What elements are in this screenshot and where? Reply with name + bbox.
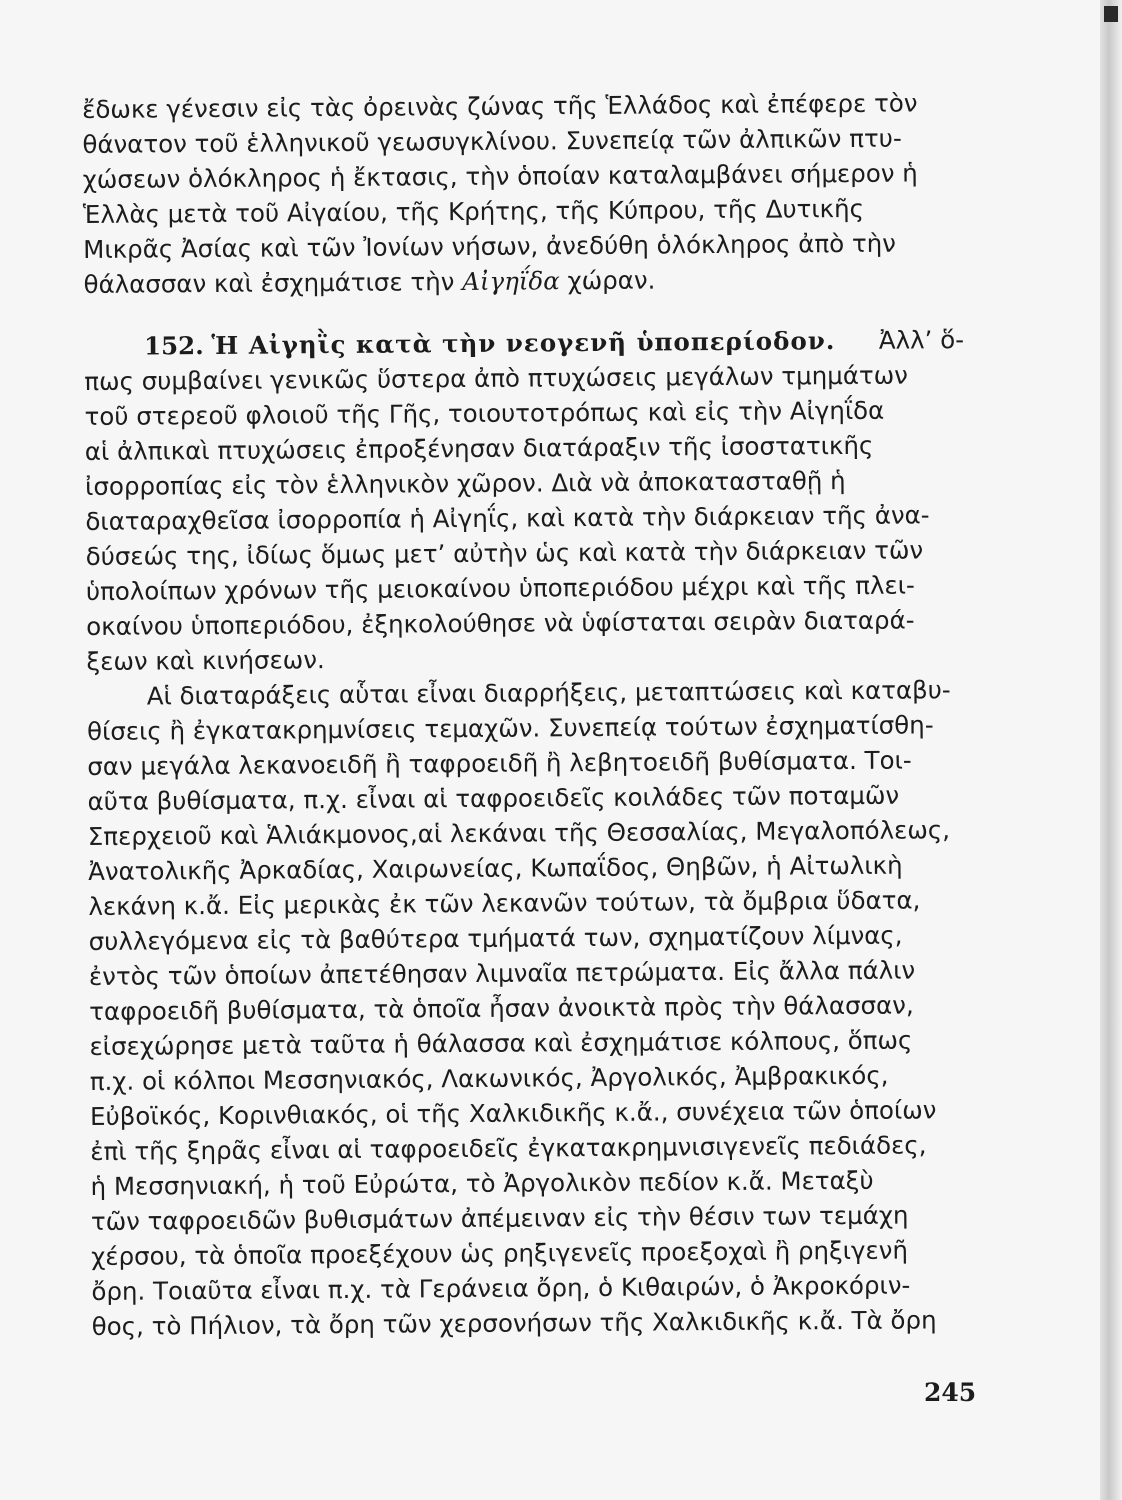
line-text: ἰσορροπίας εἰς τὸν ἑλληνικὸν χῶρον. Διὰ νὰ ἀποκατασταθῇ ἡ [84, 466, 846, 501]
page-edge-shadow [1100, 0, 1122, 1500]
line-text: ἡ Μεσσηνιακή, ἡ τοῦ Εὐρώτα, τὸ Ἀργολικὸν πεδίον κ.ἄ. Μεταξὺ [90, 1165, 874, 1201]
line-text: Εὐβοϊκός, Κορινθιακός, οἱ τῆς Χαλκιδικῆς κ.ἄ., συνέχεια τῶν ὁποίων [89, 1095, 937, 1131]
line-text: συλλεγόμενα εἰς τὰ βαθύτερα τμήματά των, σχηματίζουν λίμνας, [88, 920, 903, 956]
line-text: Μικρᾶς Ἀσίας καὶ τῶν Ἰονίων νήσων, ἀνεδύθη ὁλόκληρος ἀπὸ τὴν [83, 228, 896, 264]
binding-mark [1104, 6, 1118, 22]
line-text: θάνατον τοῦ ἑλληνικοῦ γεωσυγκλίνου. Συνεπείᾳ τῶν ἀλπικῶν πτυ- [82, 123, 902, 159]
line-text: χώραν. [567, 265, 656, 296]
line-text: χέρσου, τὰ ὁποῖα προεξέχουν ὡς ρηξιγενεῖς προεξοχαὶ ἢ ρηξιγενῆ [91, 1235, 909, 1271]
line-text: Αἱ διαταράξεις αὗται εἶναι διαρρήξεις, μεταπτώσεις καὶ καταβυ- [146, 675, 951, 711]
line-text: θίσεις ἢ ἐγκατακρημνίσεις τεμαχῶν. Συνεπείᾳ τούτων ἐσχηματίσθη- [86, 710, 934, 746]
body-text [82, 85, 972, 1344]
line-text: αἱ ἀλπικαὶ πτυχώσεις ἐπροξένησαν διατάραξιν τῆς ἰσοστατικῆς [84, 430, 874, 466]
line-text: Ἀνατολικῆς Ἀρκαδίας, Χαιρωνείας, Κωπαΐδος, Θηβῶν, ἡ Αἰτωλικὴ [88, 850, 903, 886]
line-text: διαταραχθεῖσα ἰσορροπία ἡ Αἰγηΐς, καὶ κατὰ τὴν διάρκειαν τῆς ἀνα- [85, 500, 930, 536]
line-text: θος, τὸ Πήλιον, τὰ ὄρη τῶν χερσονήσων τῆς Χαλκιδικῆς κ.ἄ. Τὰ ὄρη [91, 1305, 937, 1341]
line-text: ἔδωκε γένεσιν εἰς τὰς ὀρεινὰς ζώνας τῆς Ἑλλάδος καὶ ἐπέφερε τὸν [82, 88, 918, 124]
section-number: 152. [143, 331, 204, 361]
page-number: 245 [924, 1378, 977, 1407]
line-text: π.χ. οἱ κόλποι Μεσσηνιακός, Λακωνικός, Ἀργολικός, Ἀμβρακικός, [89, 1060, 889, 1096]
text-line [86, 602, 966, 644]
line-text: ξεων καὶ κινήσεων. [86, 645, 325, 676]
line-text: οκαίνου ὑποπεριόδου, ἐξηκολούθησε νὰ ὑφίσταται σειρὰν διαταρά- [86, 605, 915, 641]
line-text: ὄρη. Τοιαῦτα εἶναι π.χ. τὰ Γεράνεια ὄρη, ὁ Κιθαιρών, ὁ Ἀκροκόριν- [91, 1270, 911, 1306]
line-text: θάλασσαν καὶ ἐσχημάτισε τὴν [83, 267, 455, 299]
line-text: ἐντὸς τῶν ὁποίων ἀπετέθησαν λιμναῖα πετρώματα. Εἰς ἄλλα πάλιν [88, 955, 916, 991]
line-text: Σπερχειοῦ καὶ Ἁλιάκμονος,αἱ λεκάναι τῆς Θεσσαλίας, Μεγαλοπόλεως, [87, 815, 951, 851]
line-text: ὑπολοίπων χρόνων τῆς μειοκαίνου ὑποπεριόδου μέχρι καὶ τῆς πλει- [85, 570, 915, 606]
line-text: δύσεώς της, ἰδίως ὅμως μετ’ αὐτὴν ὡς καὶ κατὰ τὴν διάρκειαν τῶν [85, 535, 924, 571]
section-title: Ἡ Αἰγηῒς κατὰ τὴν νεογενῆ ὑποπερίοδον. [211, 326, 836, 360]
italic-term: Αἰγηΐδα [462, 266, 560, 297]
line-text: τοῦ στερεοῦ φλοιοῦ τῆς Γῆς, τοιουτοτρόπως καὶ εἰς τὴν Αἰγηΐδα [84, 395, 885, 431]
text-line [83, 225, 963, 267]
line-text: ἐπὶ τῆς ξηρᾶς εἶναι αἱ ταφροειδεῖς ἐγκατακρημνισιγενεῖς πεδιάδες, [90, 1130, 927, 1166]
line-text: χώσεων ὁλόκληρος ἡ ἔκτασις, τὴν ὁποίαν καταλαμβάνει σήμερον ἡ [82, 158, 918, 194]
text-line [92, 1302, 972, 1344]
line-text: πως συμβαίνει γενικῶς ὕστερα ἀπὸ πτυχώσεις μεγάλων τμημάτων [84, 360, 908, 396]
line-text: εἰσεχώρησε μετὰ ταῦτα ἡ θάλασσα καὶ ἐσχημάτισε κόλπους, ὅπως [89, 1025, 913, 1061]
line-text: λεκάνη κ.ἄ. Εἰς μερικὰς ἐκ τῶν λεκανῶν τούτων, τὰ ὄμβρια ὕδατα, [88, 885, 921, 921]
line-text: Ἑλλὰς μετὰ τοῦ Αἰγαίου, τῆς Κρήτης, τῆς Κύπρου, τῆς Δυτικῆς [82, 193, 865, 229]
line-text: τῶν ταφροειδῶν βυθισμάτων ἀπέμειναν εἰς τὴν θέσιν των τεμάχη [90, 1200, 909, 1236]
line-text: σαν μεγάλα λεκανοειδῆ ἢ ταφροειδῆ ἢ λεβητοειδῆ βυθίσματα. Τοι- [87, 745, 912, 781]
line-text: ταφροειδῆ βυθίσματα, τὰ ὁποῖα ἦσαν ἀνοικτὰ πρὸς τὴν θάλασσαν, [89, 990, 914, 1026]
line-text: αῦτα βυθίσματα, π.χ. εἶναι αἱ ταφροειδεῖς κοιλάδες τῶν ποταμῶν [87, 780, 900, 816]
line-text: Ἀλλ’ ὅ- [878, 325, 965, 355]
